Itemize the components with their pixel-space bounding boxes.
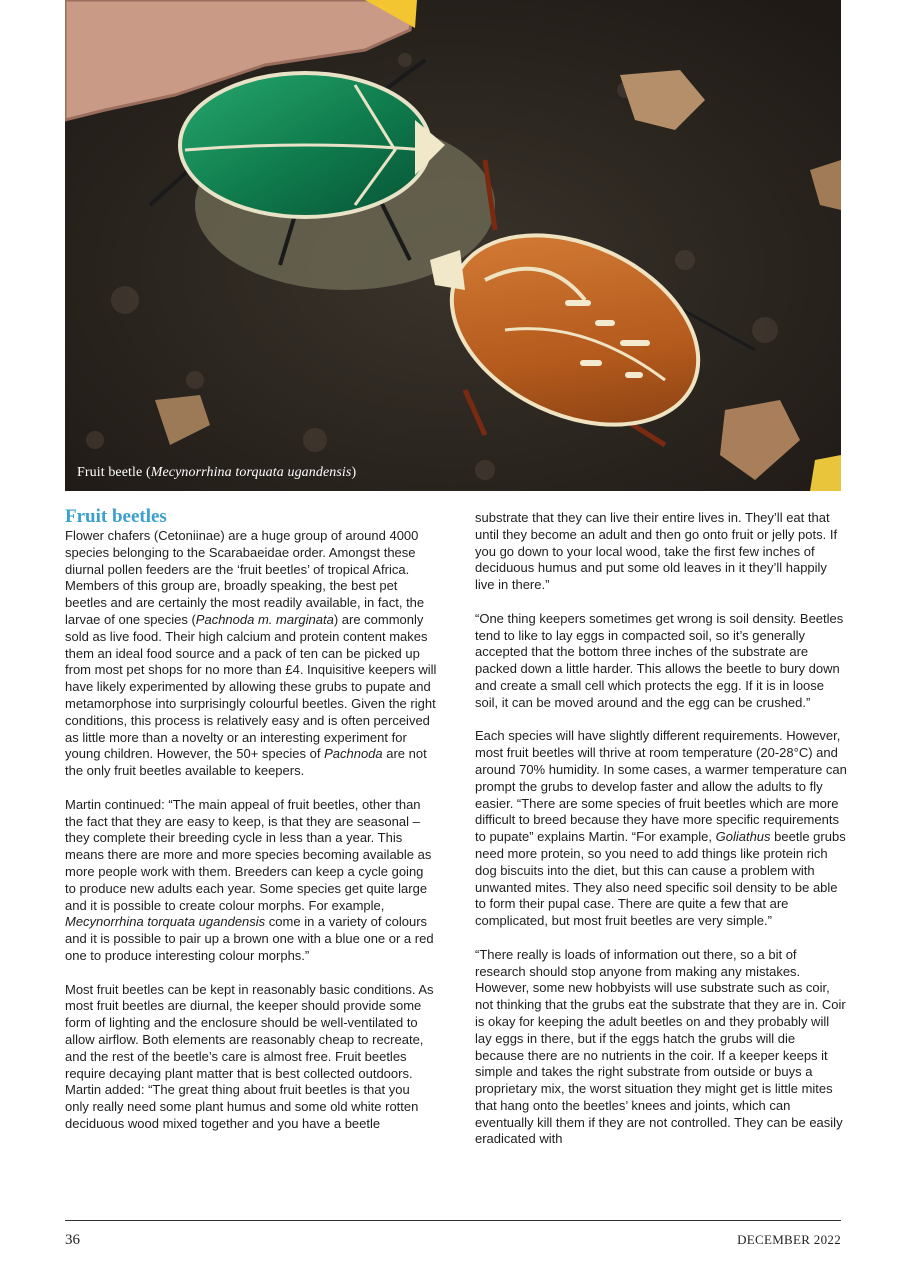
beetle-photo: [65, 0, 841, 491]
issue-date: DECEMBER 2022: [737, 1232, 841, 1247]
article-column-right: [475, 510, 847, 1165]
paragraph-requirements: Each species will have slightly different requirements. However, most fruit beetles will thrive at room temperature (20-28°C) and around 70% humidity. In some cases, a warmer temperature can prompt the grubs to develop faster and allow the adults to fly easier. “There are some species of fruit beetles which are more difficult to breed because they have more specific requirements to pupate” explains Martin. “For example, Goliathus beetle grubs need more protein, so you need to add things like protein rich dog biscuits into the diet, but this can cause a problem with unwanted mites. They also need specific soil density to be able to form their pupal case. There are quite a few that are complicated, but most fruit beetles are very simple.”: [475, 728, 847, 929]
paragraph-intro: Flower chafers (Cetoniinae) are a huge group of around 4000 species belonging to the Scarabaeidae order. Amongst these diurnal pollen feeders are the ‘fruit beetles’ of tropical Africa. Members of this group are, broadly speaking, the best pet beetles and are certainly the most readily available, in fact, the larvae of one species (Pachnoda m. marginata) are commonly sold as live food. Their high calcium and protein content makes them an ideal food source and a pack of ten can be picked up from most pet shops for no more than £4. Inquisitive keepers will have likely experimented by allowing these grubs to pupate and metamorphose into surprisingly colourful beetles. Given the right conditions, this process is relatively easy and is often perceived as little more than a novelty or an interesting experiment for young children. However, the 50+ species of Pachnoda are not the only fruit beetles available to keepers.: [65, 528, 437, 779]
footer-divider: [65, 1220, 841, 1221]
beetle-illustration: [65, 0, 841, 491]
page-number: 36: [65, 1232, 80, 1248]
paragraph-appeal: Martin continued: “The main appeal of fruit beetles, other than the fact that they are easy to keep, is that they are seasonal – they complete their breeding cycle in less than a year. This means there are more and more species becoming available as more people work with them. Breeders can keep a cycle going to produce new adults each year. Some species get quite large and it is possible to create colour morphs. For example, Mecynorrhina torquata ugandensis come in a variety of colours and it is possible to pair up a brown one with a blue one or a red one to produce interesting colour morphs.”: [65, 796, 434, 963]
photo-caption: Fruit beetle (Mecynorrhina torquata ugandensis): [77, 465, 357, 480]
paragraph-soil-density: “One thing keepers sometimes get wrong is soil density. Beetles tend to like to lay eggs in compacted soil, so it’s generally accepted that the bottom three inches of the substrate are packed down a little harder. This allows the beetle to bury down and create a small cell which protects the egg. If it is in loose soil, it can be moved around and the egg can be crushed.”: [475, 610, 844, 710]
paragraph-information: “There really is loads of information out there, so a bit of research should stop anyone from making any mistakes. However, some new hobbyists will use substrate such as coir, not thinking that the grubs eat the substrate that they are in. Coir is okay for keeping the adult beetles on and they probably will lay eggs in there, but if the eggs hatch the grubs will die because there are no nutrients in the coir. If a keeper keeps it simple and takes the right substrate from outside or buys a proprietary mix, the worst situation they might get is little mites that hang onto the beetles’ knees and joints, which can eventually kill them if they are not controlled. They can be easily eradicated with: [475, 946, 846, 1147]
paragraph-substrate: substrate that they can live their entire lives in. They’ll eat that until they become an adult and then go onto fruit or jelly pots. If you go down to your local wood, take the first few inches of deciduous humus and put some old leaves in it they’ll happily live in there.”: [475, 510, 838, 593]
paragraph-conditions: Most fruit beetles can be kept in reasonably basic conditions. As most fruit beetles are diurnal, the keeper should provide some form of lighting and the enclosure should be well-ventilated to allow airflow. Both elements are reasonably cheap to recreate, and the rest of the beetle’s care is almost free. Fruit beetles require decaying plant matter that is best collected outdoors. Martin added: “The great thing about fruit beetles is that you only really need some plant humus and some old white rotten deciduous wood mixed together and you have a beetle: [65, 981, 434, 1131]
caption-species-name: Mecynorrhina torquata ugandensis: [150, 465, 352, 480]
section-heading: Fruit beetles: [65, 506, 167, 527]
article-column-left: [65, 506, 437, 1149]
